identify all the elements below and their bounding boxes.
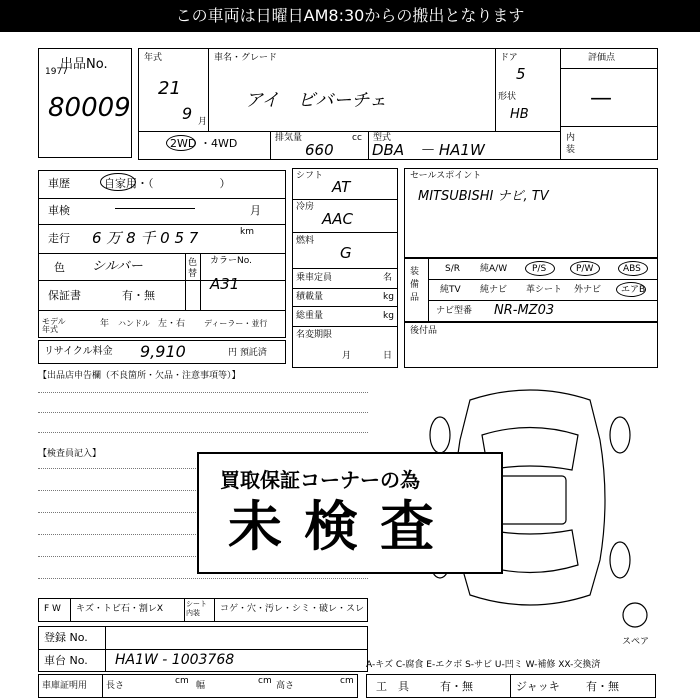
history-options: 自家用・（ ） <box>104 177 231 190</box>
displacement-value: 660 <box>305 141 334 159</box>
mileage-label: 走行 <box>48 232 70 245</box>
grade-label: 評価点 <box>588 53 616 63</box>
cap-u3: kg <box>383 311 394 321</box>
jack-label: ジャッキ <box>516 680 560 693</box>
equip-r1-3: P/W <box>576 264 594 274</box>
recycle-value: 9,910 <box>140 342 186 361</box>
fuel-label: 燃料 <box>296 236 315 246</box>
history-label: 車歴 <box>48 177 70 190</box>
jack-value: 有・無 <box>586 680 619 693</box>
equip-r2-0: 純TV <box>440 285 461 295</box>
lot-sub: 1977 <box>45 67 68 77</box>
equip-r1-0: S/R <box>445 264 460 274</box>
model-value: DBA － HA1W <box>372 141 485 159</box>
grade-value: — <box>590 86 612 111</box>
fuel-value: G <box>340 244 352 262</box>
spare-label: スペア <box>622 637 650 647</box>
modelyear-label: モデル年式 <box>42 317 66 334</box>
color-code-label: カラーNo. <box>210 256 252 266</box>
naisou-label: 内装 <box>566 133 576 155</box>
garage-f: cm <box>340 676 354 686</box>
displacement-unit: cc <box>352 133 362 143</box>
equip-r1-4: ABS <box>623 264 641 274</box>
mileage-value: 6 万 8 千 0 5 7 <box>92 229 199 247</box>
banner-text: この車両は日曜日AM8:30からの搬出となります <box>175 6 525 25</box>
shape-label: 形状 <box>498 92 517 102</box>
inspection-strike <box>115 208 195 209</box>
meigi-label: 名変期限 <box>296 330 333 340</box>
drive-2wd: 2WD <box>170 137 197 150</box>
fw-text2: コゲ・穴・汚レ・シミ・破レ・スレ <box>220 604 365 614</box>
warranty-label: 保証書 <box>48 289 81 302</box>
month-unit: 月 <box>198 117 208 127</box>
cap-u1: 名 <box>383 273 393 283</box>
modelyear-a: 年 <box>100 319 110 329</box>
vehicle-info-box <box>38 170 286 338</box>
fw-seat: シート内装 <box>186 600 207 617</box>
stamp-main: 未検査 <box>228 495 456 558</box>
color-value: シルバー <box>92 259 143 274</box>
tools-value: 有・無 <box>440 680 473 693</box>
sales-label: セールスポイント <box>410 171 482 181</box>
aircon-value: AAC <box>322 210 353 228</box>
modelyear-d: ディーラー・並行 <box>204 319 268 328</box>
garage-c: 幅 <box>196 681 206 691</box>
exhibitor-note: 【出品店申告欄（不良箇所・欠品・注意事項等）】 <box>38 371 241 381</box>
door-label: ドア <box>500 53 518 63</box>
shift-value: AT <box>332 178 351 196</box>
tools-label: 工 具 <box>376 680 409 693</box>
inspector-note: 【検査員記入】 <box>38 449 102 459</box>
shift-label: シフト <box>296 171 324 181</box>
cap-u2: kg <box>383 292 394 302</box>
warranty-value: 有・無 <box>122 289 155 302</box>
car-name: アイ ビバーチェ <box>245 90 387 111</box>
equip-r2-3: 外ナビ <box>574 285 602 295</box>
shape-value: HB <box>510 107 529 122</box>
stamp-top: 買取保証コーナーの為 <box>220 468 420 492</box>
color-swap: 色替 <box>188 258 198 279</box>
navi-value: NR-MZ03 <box>494 303 555 318</box>
sales-value: MITSUBISHI ナビ, TV <box>418 189 549 204</box>
reg-label: 登録 No. <box>44 631 88 644</box>
aircon-label: 冷房 <box>296 202 315 212</box>
recycle-label: リサイクル料金 <box>44 346 113 357</box>
equip-label: 装備品 <box>410 267 420 303</box>
door-value: 5 <box>516 65 526 83</box>
garage-label: 車庫証明用 <box>42 681 88 691</box>
cap-l2: 積載量 <box>296 292 324 302</box>
inspection-month: 月 <box>250 204 261 217</box>
legend-text: A-キズ C-腐食 E-エクボ S-サビ U-凹ミ W-補修 XX-交換済 <box>366 660 601 670</box>
chassis-value: HA1W - 1003768 <box>115 652 235 668</box>
equip-r2-1: 純ナビ <box>480 285 508 295</box>
fw-label: F W <box>44 604 61 614</box>
equip-r1-2: P/S <box>532 264 547 274</box>
lot-label: 出品No. <box>60 57 108 72</box>
chassis-label: 車台 No. <box>44 654 88 667</box>
cap-l3: 総重量 <box>296 311 324 321</box>
sales-box <box>404 168 658 258</box>
equip-r1-1: 純A/W <box>480 264 508 274</box>
mileage-unit: km <box>240 227 254 237</box>
drive-4wd: ・4WD <box>200 137 238 150</box>
fw-text: キズ・トビ石・割レX <box>76 604 163 614</box>
garage-d: cm <box>258 676 272 686</box>
retrofit-box <box>404 322 658 368</box>
model-label: 型式 <box>373 133 392 143</box>
equip-r2-2: 革シート <box>526 285 563 295</box>
displacement-label: 排気量 <box>275 133 303 143</box>
modelyear-b: ハンドル <box>118 319 150 328</box>
recycle-unit: 円 預託済 <box>228 348 267 358</box>
year-value: 21 <box>158 78 181 99</box>
name-label: 車名・グレード <box>214 53 278 63</box>
garage-e: 高さ <box>276 681 295 691</box>
navi-label: ナビ型番 <box>436 306 473 316</box>
year-label: 年式 <box>144 53 163 63</box>
modelyear-c: 左・右 <box>158 319 186 329</box>
month-value: 9 <box>182 104 193 123</box>
meigi-day: 日 <box>383 351 393 361</box>
color-label: 色 <box>54 261 65 274</box>
inspection-label: 車検 <box>48 204 70 217</box>
garage-a: 長さ <box>106 681 125 691</box>
meigi-month: 月 <box>342 351 352 361</box>
equip-r2-4: エアB <box>621 285 646 295</box>
lot-number: 80009 <box>48 93 131 123</box>
cap-l1: 乗車定員 <box>296 273 333 283</box>
color-code: A31 <box>210 275 240 293</box>
retrofit-label: 後付品 <box>410 326 438 336</box>
garage-b: cm <box>175 676 189 686</box>
